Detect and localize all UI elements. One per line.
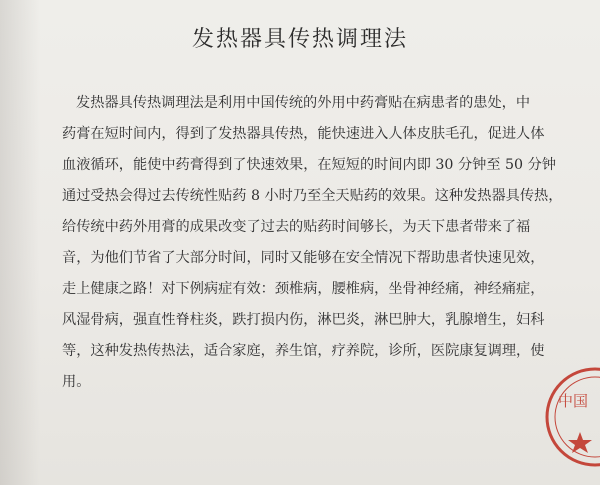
document-title: 发热器具传热调理法: [191, 27, 408, 52]
red-seal-stamp: [540, 362, 600, 472]
paragraph-line: 等，这种发热传热法，适合家庭，养生馆，疗养院，诊所，医院康复调理，使: [62, 343, 545, 359]
paragraph-line: 血液循环，能使中药膏得到了快速效果，在短短的时间内即 30 分钟至 50 分钟: [62, 157, 556, 173]
paragraph-line: 给传统中药外用膏的成果改变了过去的贴药时间够长，为天下患者带来了福: [62, 219, 531, 235]
paragraph-line: 用。: [62, 374, 91, 390]
paragraph-line: 通过受热会得过去传统性贴药 8 小时乃至全天贴药的效果。这种发热器具传热，: [62, 188, 562, 204]
paragraph-line: 音，为他们节省了大部分时间，同时又能够在安全情况下帮助患者快速见效，: [62, 250, 545, 266]
paragraph-line: 发热器具传热调理法是利用中国传统的外用中药膏贴在病患者的患处，中: [76, 95, 531, 111]
paragraph-line: 走上健康之路！对下例病症有效：颈椎病，腰椎病，坐骨神经痛，神经痛症，: [62, 281, 545, 297]
body-paragraph: [62, 88, 562, 398]
seal-text: 中国: [558, 392, 589, 410]
page-shadow: [0, 0, 40, 485]
paragraph-line: 风湿骨病，强直性脊柱炎，跌打损内伤，淋巴炎，淋巴肿大，乳腺增生，妇科: [62, 312, 545, 328]
paragraph-line: 药膏在短时间内，得到了发热器具传热，能快速进入人体皮肤毛孔，促进人体: [62, 126, 545, 142]
